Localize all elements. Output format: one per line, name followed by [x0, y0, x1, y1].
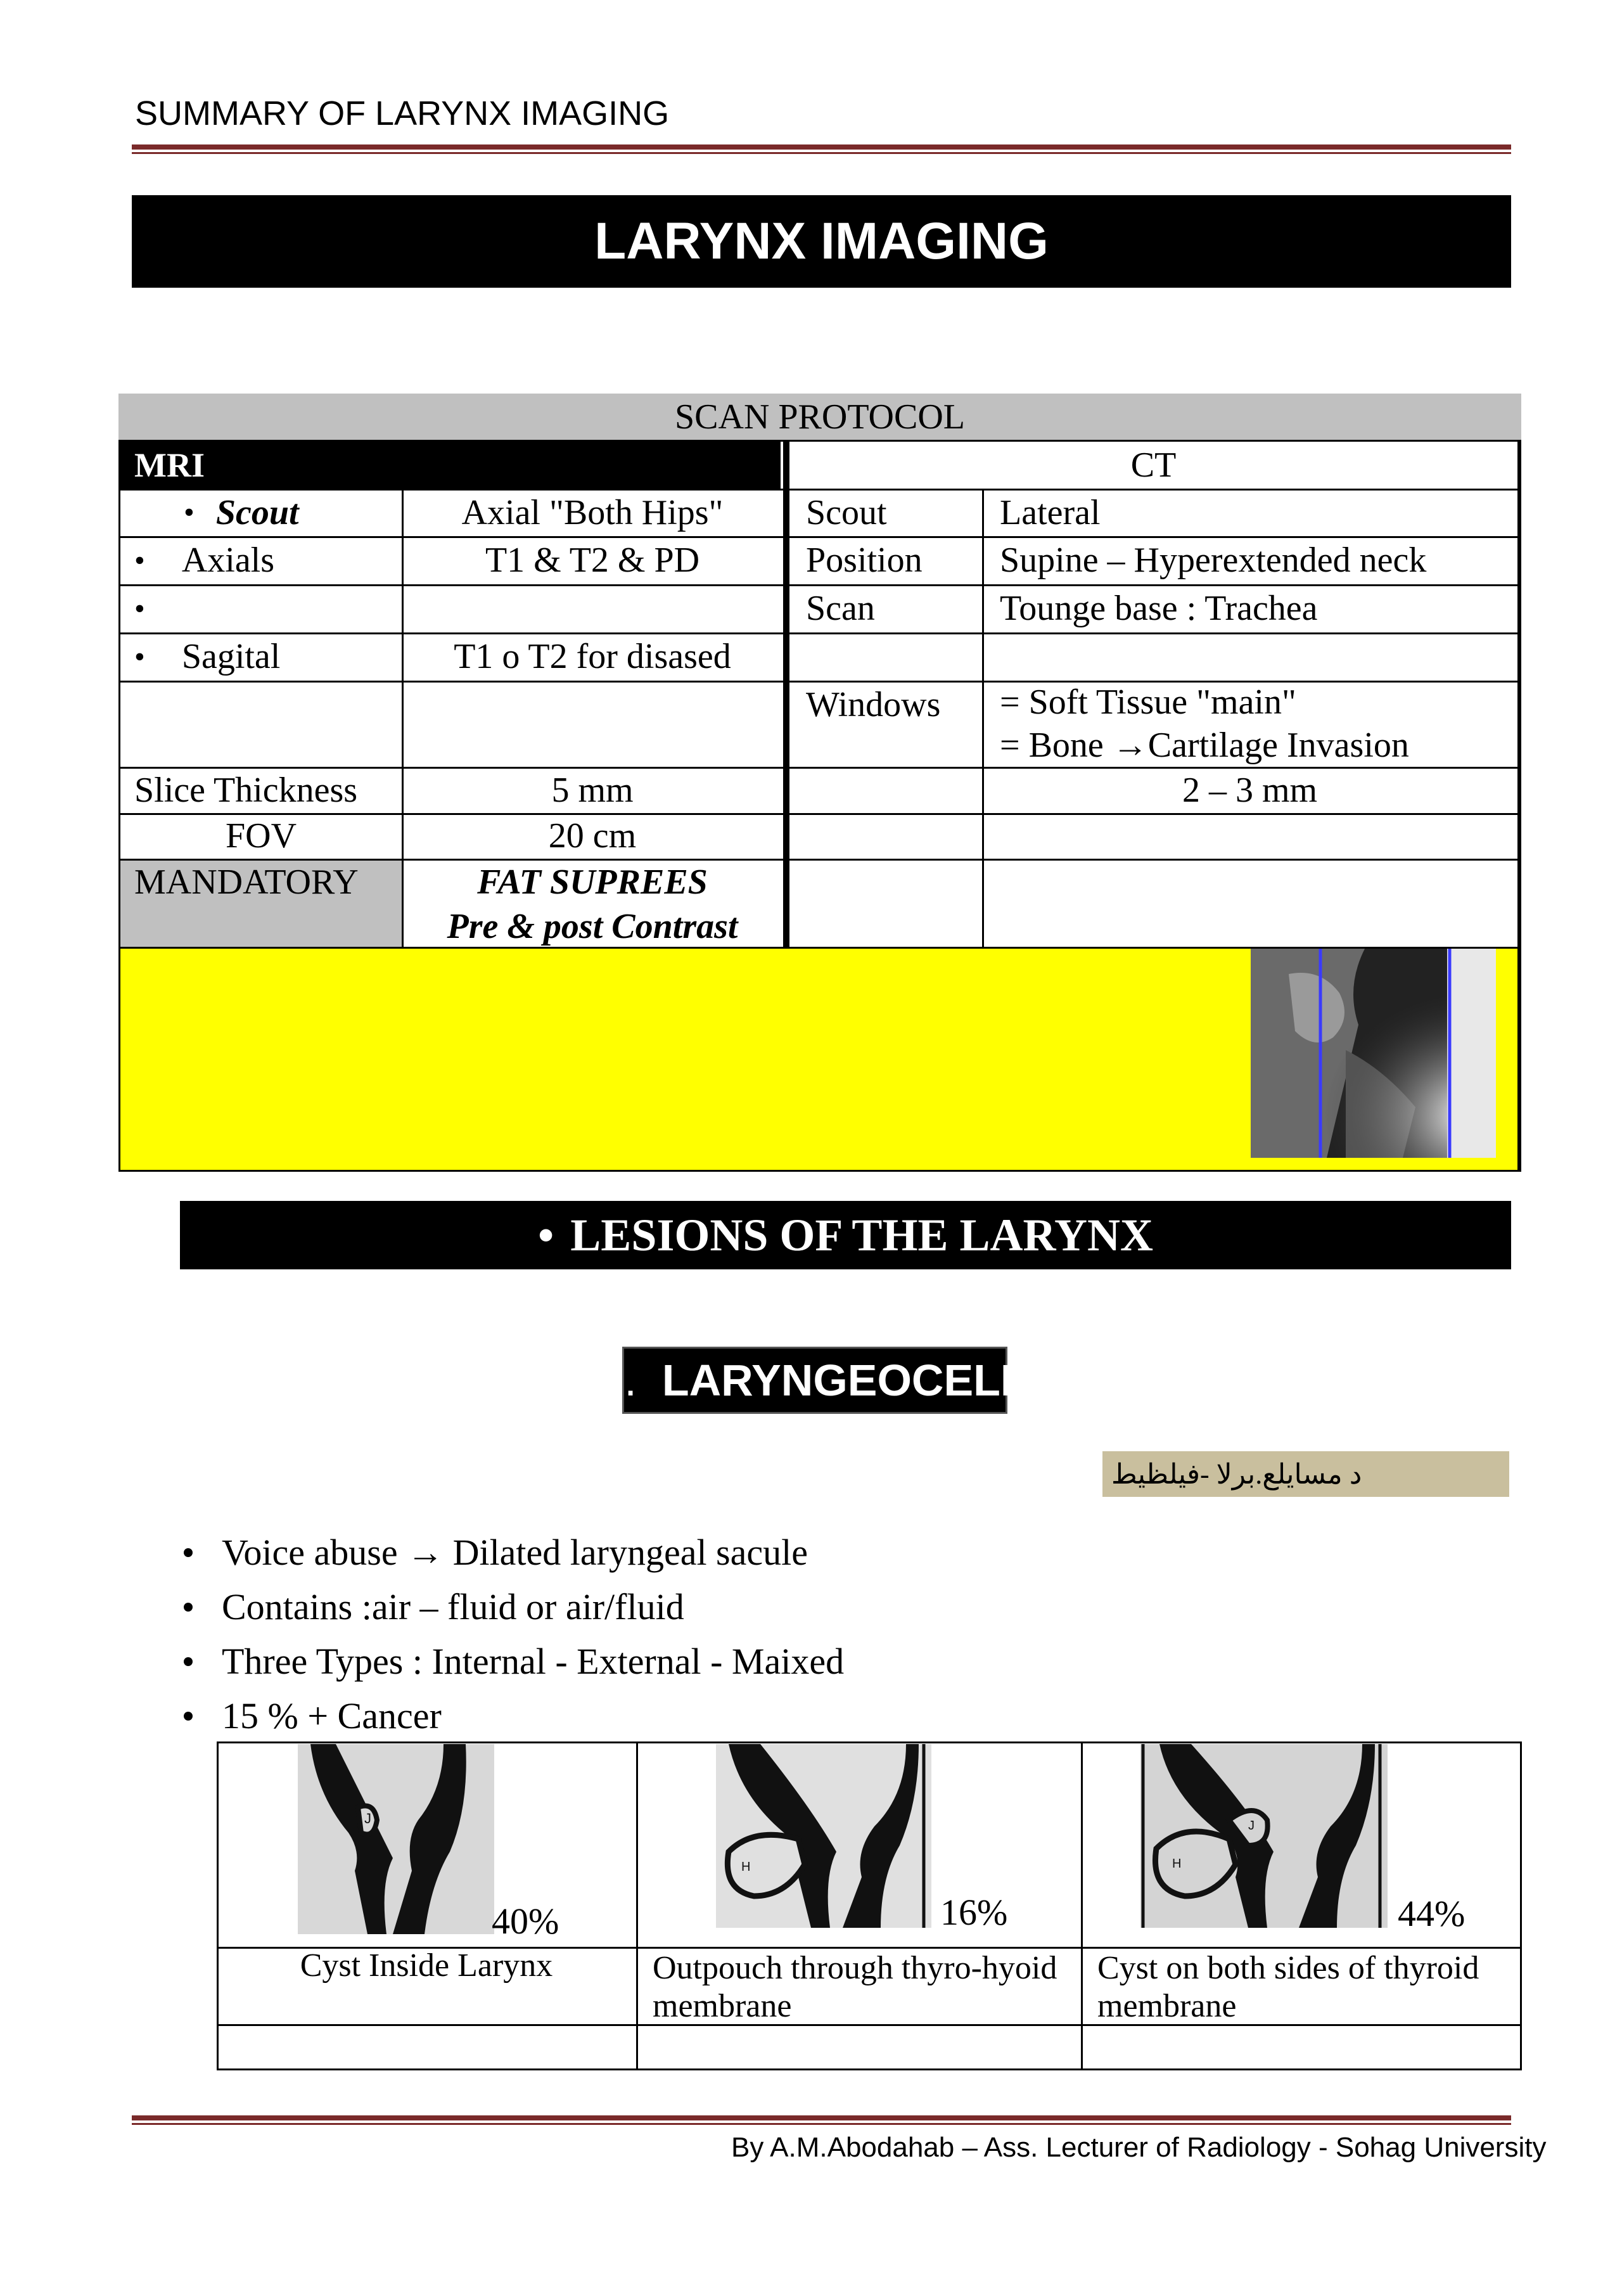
external-laryngocele-diagram — [716, 1744, 931, 1928]
mri-scout-label: Scout — [215, 492, 299, 532]
lateral-scout-xray-image — [1251, 949, 1496, 1158]
ct-scout-label: Scout — [806, 492, 887, 532]
ct-heading — [789, 442, 1517, 489]
list-item-text: Voice abuse → Dilated laryngeal sacule — [222, 1532, 808, 1573]
bullet-icon: • — [134, 639, 145, 674]
mri-slice-label: Slice Thickness — [134, 770, 358, 810]
mri-ct-divider — [783, 442, 789, 949]
row-line — [120, 681, 1517, 683]
row-line — [120, 632, 1517, 634]
figure-label: H — [1172, 1857, 1182, 1871]
bullet-icon — [184, 1603, 193, 1612]
bullet-icon — [184, 1657, 193, 1666]
mri-row-sagital-label — [134, 632, 280, 681]
header-rule-thin — [132, 152, 1511, 154]
ct-scan-value: Tounge base : Trachea — [1000, 589, 1318, 628]
header-rule-thick — [132, 144, 1511, 150]
figure-label: J — [364, 1811, 371, 1826]
figure-label: J — [1248, 1819, 1255, 1833]
mri-row-empty — [134, 584, 145, 632]
internal-caption: Cyst Inside Larynx — [300, 1947, 553, 1984]
mri-heading-text: MRI — [134, 446, 205, 484]
bullet-icon: • — [538, 1209, 554, 1260]
ct-heading-text: CT — [1130, 446, 1177, 485]
mri-sagital-value: T1 o T2 for disased — [454, 637, 731, 676]
figure-label: H — [741, 1860, 751, 1874]
list-item — [184, 1640, 844, 1683]
mri-axials-label: Axials — [181, 541, 275, 580]
list-item — [184, 1695, 442, 1737]
ct-col-divider — [982, 489, 984, 949]
lesions-heading-bar — [180, 1201, 1511, 1269]
list-item — [184, 1531, 808, 1574]
mri-mandatory-value-2: Pre & post Contrast — [447, 907, 738, 946]
external-percent: 16% — [940, 1892, 1008, 1933]
section-number: 1. — [599, 1356, 637, 1405]
internal-percent: 40% — [492, 1901, 559, 1942]
lesions-heading: LESIONS OF THE LARYNX — [570, 1209, 1153, 1260]
bullet-icon — [184, 1548, 193, 1557]
section-heading-bar — [599, 1347, 1030, 1414]
ct-windows-value-1: = Soft Tissue "main" — [1000, 683, 1296, 722]
bullet-icon — [184, 1712, 193, 1721]
row-line — [120, 859, 1517, 861]
list-item-text: Contains :air – fluid or air/fluid — [222, 1586, 684, 1627]
ct-scout-value: Lateral — [1000, 492, 1101, 532]
mixed-caption: Cyst on both sides of thyroid membrane — [1097, 1950, 1479, 2024]
list-item — [184, 1586, 684, 1628]
footer-credit: By A.M.Abodahab – Ass. Lecturer of Radiology - Sohag University — [731, 2132, 1547, 2163]
mri-axials-value: T1 & T2 & PD — [485, 541, 700, 580]
section-title: LARYNGEOCELE — [661, 1356, 1030, 1405]
ct-scan-label: Scan — [806, 589, 875, 628]
bullet-icon: • — [134, 591, 145, 625]
ct-windows-label: Windows — [806, 685, 941, 724]
mri-scout-value: Axial "Both Hips" — [461, 492, 724, 532]
mixed-laryngocele-diagram — [1140, 1744, 1388, 1928]
arabic-note: د مسايلع.برلا -فيلظيط — [1102, 1451, 1509, 1497]
footer-rule-thick — [132, 2115, 1511, 2120]
bullet-icon: • — [134, 543, 145, 577]
page-title: LARYNX IMAGING — [594, 212, 1049, 270]
mri-fov-label: FOV — [225, 816, 297, 856]
mri-heading — [120, 442, 781, 489]
internal-laryngocele-diagram — [298, 1744, 494, 1934]
ct-windows-value-2: = Bone →Cartilage Invasion — [1000, 726, 1409, 765]
types-col-divider — [636, 1741, 638, 2070]
mri-mandatory-label: MANDATORY — [134, 863, 359, 902]
page-title-bar — [132, 195, 1511, 288]
list-item-text: Three Types : Internal - External - Maixed — [222, 1641, 845, 1682]
footer-rule-thin — [132, 2123, 1511, 2125]
list-item-text: 15 % + Cancer — [222, 1695, 442, 1736]
mri-slice-value: 5 mm — [551, 770, 634, 810]
mri-row-scout-label — [184, 489, 299, 536]
running-header: SUMMARY OF LARYNX IMAGING — [135, 94, 670, 132]
mri-mandatory-value-1: FAT SUPREES — [477, 863, 708, 902]
ct-slice-value: 2 – 3 mm — [1182, 770, 1318, 810]
mri-fov-value: 20 cm — [548, 816, 637, 856]
ct-position-label: Position — [806, 541, 923, 580]
scan-protocol-title: SCAN PROTOCOL — [118, 394, 1521, 442]
bullet-icon: • — [184, 496, 195, 529]
ct-position-value: Supine – Hyperextended neck — [1000, 541, 1427, 580]
mri-row-axials-label — [134, 536, 274, 584]
types-col-divider — [1081, 1741, 1083, 2070]
external-caption: Outpouch through thyro-hyoid membrane — [653, 1950, 1057, 2024]
mri-sagital-label: Sagital — [181, 637, 281, 676]
mixed-percent: 44% — [1398, 1893, 1466, 1934]
